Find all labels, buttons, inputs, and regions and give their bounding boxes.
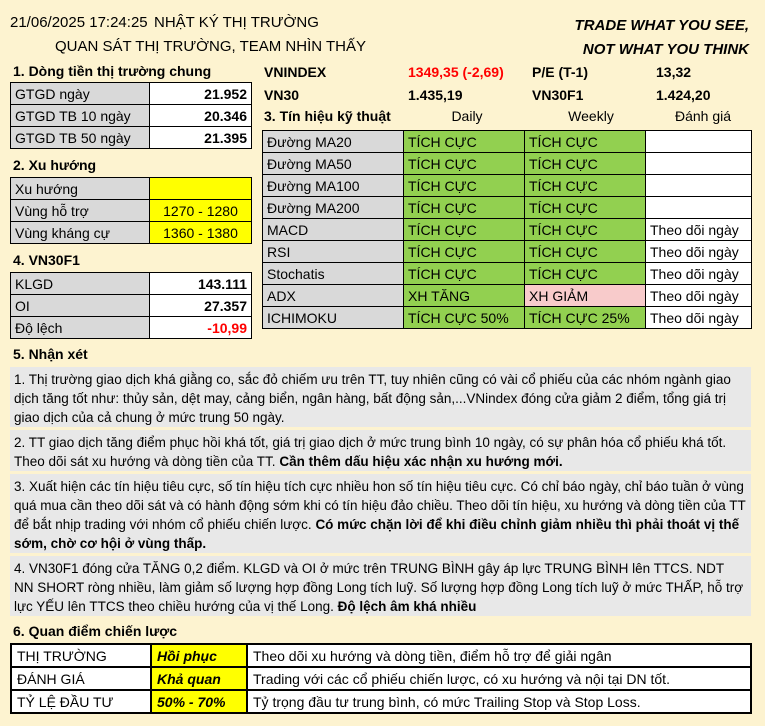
row-label: GTGD ngày: [11, 83, 150, 105]
report-title: NHẬT KÝ THỊ TRƯỜNG: [154, 14, 319, 31]
row-value: 143.111: [150, 273, 252, 295]
signal-daily: TÍCH CỰC: [404, 175, 525, 197]
strategy-label: THỊ TRƯỜNG: [11, 644, 151, 667]
comment-1-text: 1. Thị trường giao dịch khá giằng co, sắc đỏ chiếm ưu trên TT, tuy nhiên cũng có vài cổ phiếu của các nhóm ngành giao dịch tăng tốt như: thủy sản, dệt may, cảng biển, ngân hàng, bất động sản,...VNindex đóng cửa giảm 2 điểm, tổng giá trị giao dịch của cả chung ở mức trung 50 ngày.: [14, 372, 731, 425]
table-row: [263, 307, 752, 329]
signal-header: [262, 107, 752, 125]
row-value: 1270 - 1280: [150, 200, 252, 222]
table-row: [11, 105, 252, 127]
row-value: 20.346: [150, 105, 252, 127]
money-flow-table: [10, 82, 252, 149]
col-eval: Đánh giá: [674, 108, 732, 124]
comment-3-emphasis: Có mức chặn lời để khi điều chỉnh giảm nhiều thì phải thoát vị thế sớm, chờ cơ hội ở vùng thấp.: [14, 517, 740, 551]
vn30-value: 1.435,19: [408, 86, 463, 103]
strategy-text: Trading với các cổ phiếu chiến lược, có xu hướng và nội tại DN tốt.: [247, 667, 751, 690]
vn30f1-table: [10, 272, 252, 339]
table-row: [11, 178, 252, 200]
comment-2: [10, 430, 751, 471]
table-row: [262, 83, 752, 106]
vn30-label: VN30: [264, 86, 300, 103]
table-row: [11, 200, 252, 222]
row-label: Xu hướng: [11, 178, 150, 200]
signal-eval: [646, 175, 752, 197]
strategy-value: Hồi phục: [151, 644, 247, 667]
signal-daily: TÍCH CỰC 50%: [404, 307, 525, 329]
index-table: [262, 60, 752, 106]
strategy-table: [10, 643, 752, 714]
signal-name: Đường MA200: [263, 197, 404, 219]
table-row: [262, 60, 752, 83]
comment-2-emphasis: Cần thêm dấu hiệu xác nhận xu hướng mới.: [279, 454, 563, 469]
signal-eval: Theo dõi ngày: [646, 263, 752, 285]
table-row: [263, 153, 752, 175]
comment-2-text: 2. TT giao dịch tăng điểm phục hồi khá tốt, giá trị giao dịch ở mức trung bình 10 ngày, có sự phân hóa cổ phiếu khá tốt. Theo dõi sát xu hướng và dòng tiền của TT.: [14, 435, 727, 469]
report-subtitle: QUAN SÁT THỊ TRƯỜNG, TEAM NHÌN THẤY: [55, 38, 366, 55]
signal-eval: Theo dõi ngày: [646, 307, 752, 329]
row-label: OI: [11, 295, 150, 317]
signal-daily: TÍCH CỰC: [404, 219, 525, 241]
table-row: [11, 690, 751, 713]
vn30f1-label: VN30F1: [532, 86, 584, 103]
row-value: 21.395: [150, 127, 252, 149]
vnindex-value: 1349,35 (-2,69): [408, 63, 504, 80]
strategy-text: Tỷ trọng đầu tư trung bình, có mức Trailing Stop và Stop Loss.: [247, 690, 751, 713]
pe-label: P/E (T-1): [532, 63, 589, 80]
table-row: [263, 263, 752, 285]
signal-weekly: TÍCH CỰC: [525, 241, 646, 263]
report-date: 21/06/2025 17:24:25: [10, 14, 148, 31]
pe-value: 13,32: [656, 63, 692, 80]
signal-name: Đường MA50: [263, 153, 404, 175]
signal-weekly: TÍCH CỰC: [525, 175, 646, 197]
section-6-title: 6. Quan điểm chiến lược: [13, 623, 178, 639]
slogan-line-2: NOT WHAT YOU THINK: [582, 41, 749, 58]
row-value: 21.952: [150, 83, 252, 105]
signal-eval: [646, 197, 752, 219]
table-row: [263, 197, 752, 219]
signal-eval: [646, 153, 752, 175]
signal-name: ICHIMOKU: [263, 307, 404, 329]
comment-3-text: 3. Xuất hiện các tín hiệu tiêu cực, số tín hiệu tích cực nhiều hon số tín hiệu tiêu cực. Có chỉ báo ngày, chỉ báo tuần ở vùng quá mua cần theo dõi sát và có hành động sớm khi có tín hiệu đảo chiều. Theo dõi tín hiệu, xu hướng và dòng tiền của TT để bắt nhịp trading với nhóm cổ phiếu chiến lược.: [14, 479, 746, 532]
signal-table: [262, 130, 752, 329]
slogan: [575, 14, 749, 62]
section-1-title: 1. Dòng tiền thị trường chung: [13, 63, 212, 79]
signal-name: MACD: [263, 219, 404, 241]
section-5-title: 5. Nhận xét: [13, 346, 88, 362]
signal-weekly: TÍCH CỰC 25%: [525, 307, 646, 329]
row-value: 27.357: [150, 295, 252, 317]
row-label: Vùng hỗ trợ: [11, 200, 150, 222]
signal-weekly: TÍCH CỰC: [525, 131, 646, 153]
row-value: 1360 - 1380: [150, 222, 252, 244]
signal-name: Đường MA100: [263, 175, 404, 197]
signal-daily: TÍCH CỰC: [404, 241, 525, 263]
comment-4-emphasis: Độ lệch âm khá nhiều: [337, 599, 477, 614]
row-value: -10,99: [150, 317, 252, 339]
section-2-title: 2. Xu hướng: [13, 157, 97, 173]
strategy-text: Theo dõi xu hướng và dòng tiền, điểm hỗ trợ để giải ngân: [247, 644, 751, 667]
section-3-title: 3. Tín hiệu kỹ thuật: [264, 108, 391, 124]
signal-eval: [646, 131, 752, 153]
signal-weekly: XH GIẢM: [525, 285, 646, 307]
table-row: [263, 241, 752, 263]
row-label: GTGD TB 10 ngày: [11, 105, 150, 127]
signal-name: Stochatis: [263, 263, 404, 285]
strategy-label: TỶ LỆ ĐẦU TƯ: [11, 690, 151, 713]
signal-daily: TÍCH CỰC: [404, 153, 525, 175]
signal-weekly: TÍCH CỰC: [525, 197, 646, 219]
signal-name: Đường MA20: [263, 131, 404, 153]
slogan-line-1: TRADE WHAT YOU SEE,: [574, 17, 749, 34]
table-row: [11, 295, 252, 317]
table-row: [263, 219, 752, 241]
table-row: [11, 667, 751, 690]
row-value: [150, 178, 252, 200]
row-label: Vùng kháng cự: [11, 222, 150, 244]
comment-4-text: 4. VN30F1 đóng cửa TĂNG 0,2 điểm. KLGD và OI ở mức trên TRUNG BÌNH gây áp lực TRUNG BÌNH lên TTCS. NDT NN SHORT ròng nhiều, làm giảm số lượng hợp đồng Long tích luỹ. Số lượng hợp đồng Long tích luỹ ở mức THẤP, hỗ trợ lực YẾU lên TTCS theo chiều hướng của vị thế Long.: [14, 561, 744, 614]
col-weekly: Weekly: [568, 108, 614, 124]
signal-weekly: TÍCH CỰC: [525, 153, 646, 175]
row-label: Độ lệch: [11, 317, 150, 339]
table-row: [11, 273, 252, 295]
trend-table: [10, 177, 252, 244]
signal-name: RSI: [263, 241, 404, 263]
signal-daily: TÍCH CỰC: [404, 131, 525, 153]
table-row: [11, 222, 252, 244]
table-row: [263, 285, 752, 307]
table-row: [11, 317, 252, 339]
signal-weekly: TÍCH CỰC: [525, 219, 646, 241]
vnindex-label: VNINDEX: [264, 63, 327, 80]
signal-eval: Theo dõi ngày: [646, 219, 752, 241]
signal-daily: TÍCH CỰC: [404, 263, 525, 285]
signal-eval: Theo dõi ngày: [646, 285, 752, 307]
comment-4: [10, 556, 751, 616]
table-row: [263, 175, 752, 197]
strategy-value: Khả quan: [151, 667, 247, 690]
vn30f1-value: 1.424,20: [656, 86, 711, 103]
table-row: [11, 644, 751, 667]
signal-daily: TÍCH CỰC: [404, 197, 525, 219]
signal-weekly: TÍCH CỰC: [525, 263, 646, 285]
comment-3: [10, 474, 751, 553]
comment-1: [10, 367, 751, 427]
table-row: [263, 131, 752, 153]
section-4-title: 4. VN30F1: [13, 252, 80, 268]
signal-name: ADX: [263, 285, 404, 307]
col-daily: Daily: [451, 108, 483, 124]
row-label: GTGD TB 50 ngày: [11, 127, 150, 149]
table-row: [11, 83, 252, 105]
signal-daily: XH TĂNG: [404, 285, 525, 307]
strategy-label: ĐÁNH GIÁ: [11, 667, 151, 690]
table-row: [11, 127, 252, 149]
strategy-value: 50% - 70%: [151, 690, 247, 713]
row-label: KLGD: [11, 273, 150, 295]
signal-eval: Theo dõi ngày: [646, 241, 752, 263]
